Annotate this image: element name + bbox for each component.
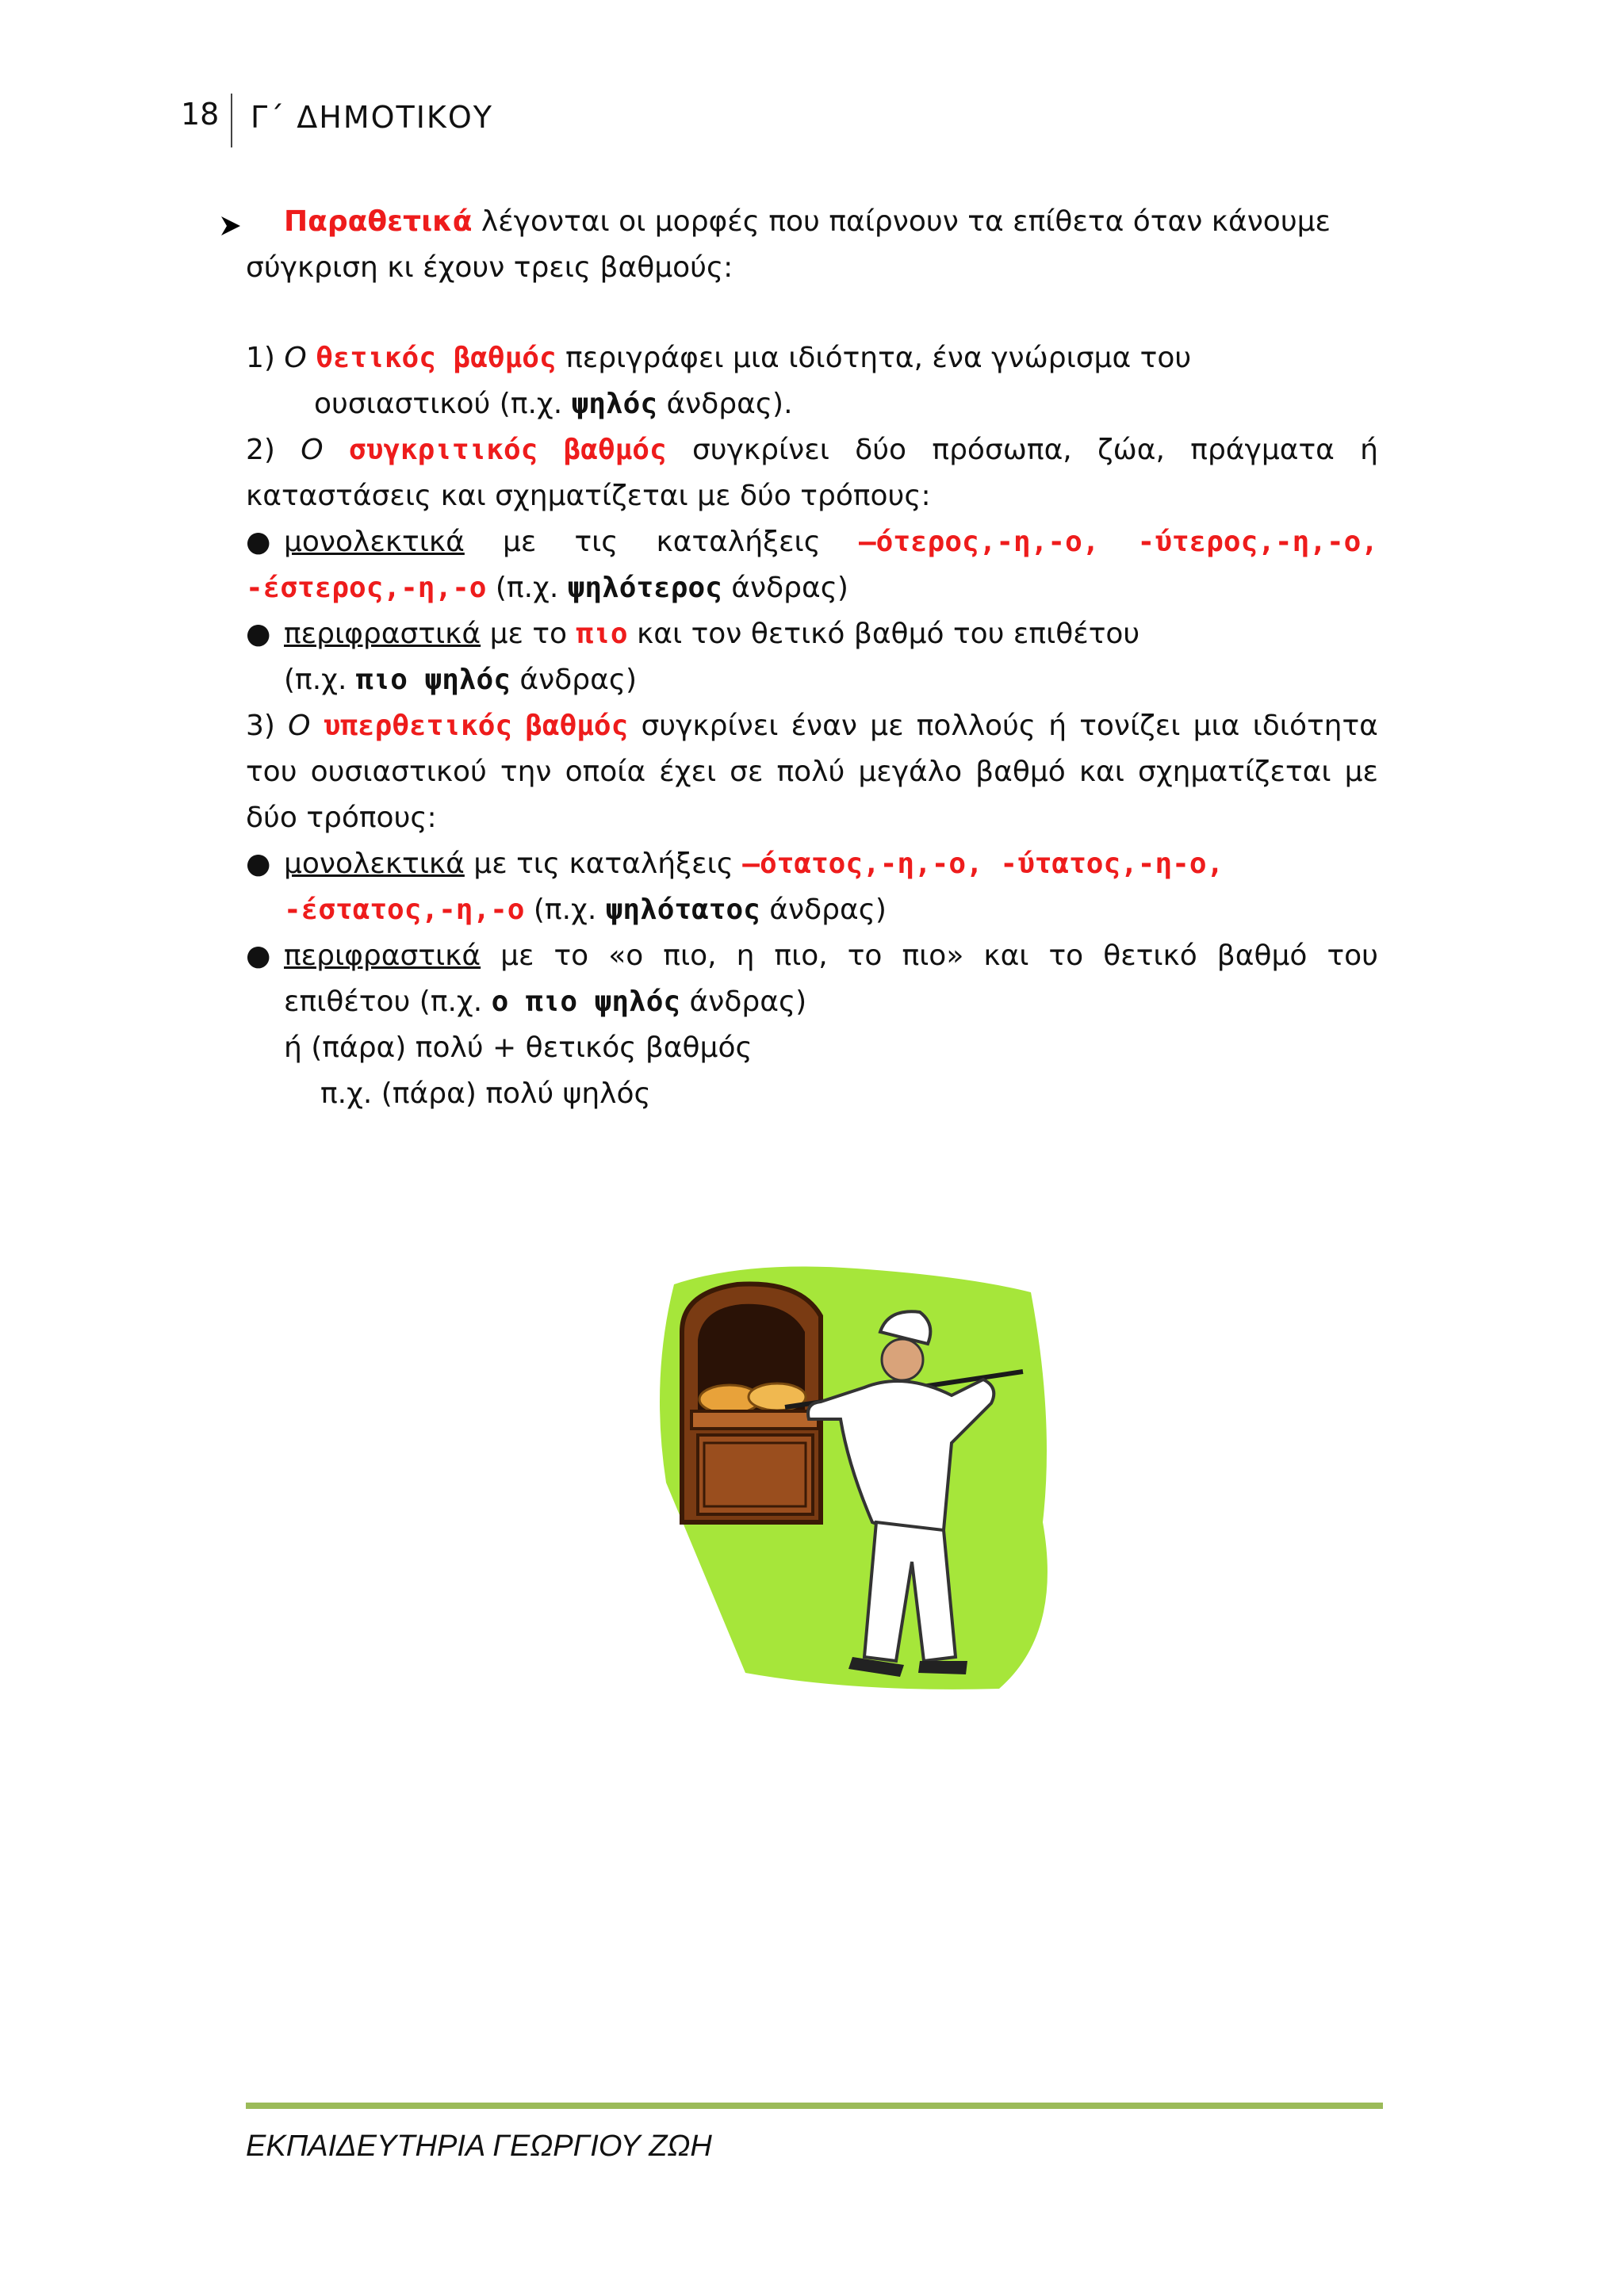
p3-bullet-1-line-2: -έστατος,-η,-ο (π.χ. ψηλότατος άνδρας) bbox=[284, 894, 887, 926]
black-dot-bullet-icon: ● bbox=[246, 618, 271, 650]
p1-line-1: 1) Ο θετικός βαθμός περιγράφει μια ιδιότητα, ένα γνώρισμα του bbox=[246, 342, 1192, 374]
p3-line-1: 3) Ο υπερθετικός βαθμός συγκρίνει έναν με πολλούς ή τονίζει μια ιδιότητα bbox=[246, 710, 1378, 742]
p1-line-2: ουσιαστικού (π.χ. ψηλός άνδρας). bbox=[314, 388, 793, 420]
p3-bullet-2-line-3: ή (πάρα) πολύ + θετικός βαθμός bbox=[284, 1031, 753, 1064]
p3-line-2: του ουσιαστικού την οποία έχει σε πολύ μεγάλο βαθμό και σχηματίζεται με bbox=[246, 756, 1378, 788]
black-dot-bullet-icon: ● bbox=[246, 848, 271, 880]
p3-bullet-2-line-4: π.χ. (πάρα) πολύ ψηλός bbox=[320, 1077, 651, 1110]
intro-term: Παραθετικά bbox=[284, 205, 473, 238]
p2-bullet-2-line-1: περιφραστικά με το πιο και τον θετικό βαθμό του επιθέτου bbox=[284, 618, 1140, 650]
arrowhead-bullet-icon bbox=[219, 209, 243, 246]
p3-bullet-1-line-1: μονολεκτικά με τις καταλήξεις –ότατος,-η,-ο, -ύτατος,-η-ο, bbox=[284, 848, 1224, 880]
footer-rule bbox=[246, 2103, 1383, 2109]
p2-line-2: καταστάσεις και σχηματίζεται με δύο τρόπους: bbox=[246, 480, 931, 512]
positive-degree-term: θετικός βαθμός bbox=[316, 342, 557, 374]
baker-at-oven-clipart bbox=[650, 1261, 1063, 1697]
black-dot-bullet-icon: ● bbox=[246, 526, 271, 558]
page-number: 18 bbox=[181, 97, 220, 132]
p3-bullet-2-line-2: επιθέτου (π.χ. ο πιο ψηλός άνδρας) bbox=[284, 985, 807, 1018]
intro-line-1: Παραθετικά λέγονται οι μορφές που παίρνουν τα επίθετα όταν κάνουμε bbox=[284, 205, 1331, 238]
p3-line-3: δύο τρόπους: bbox=[246, 802, 437, 834]
p3-bullet-2-line-1: περιφραστικά με το «ο πιο, η πιο, το πιο» και το θετικό βαθμό του bbox=[284, 939, 1378, 972]
p2-line-1: 2) Ο συγκριτικός βαθμός συγκρίνει δύο πρόσωπα, ζώα, πράγματα ή bbox=[246, 434, 1378, 466]
intro-line-2: σύγκριση κι έχουν τρεις βαθμούς: bbox=[246, 251, 733, 284]
p2-bullet-2-line-2: (π.χ. πιο ψηλός άνδρας) bbox=[284, 664, 637, 696]
black-dot-bullet-icon: ● bbox=[246, 939, 271, 972]
header-divider bbox=[231, 94, 232, 147]
p2-bullet-1-line-1: μονολεκτικά με τις καταλήξεις –ότερος,-η,-ο, -ύτερος,-η,-ο, bbox=[284, 526, 1378, 558]
footer-author: ΕΚΠΑΙΔΕΥΤΗΡΙΑ ΓΕΩΡΓΙΟΥ ΖΩΗ bbox=[246, 2130, 712, 2163]
p2-bullet-1-line-2: -έστερος,-η,-ο (π.χ. ψηλότερος άνδρας) bbox=[246, 572, 848, 604]
page-header-title: Γ΄ ΔΗΜΟΤΙΚΟΥ bbox=[251, 100, 493, 135]
